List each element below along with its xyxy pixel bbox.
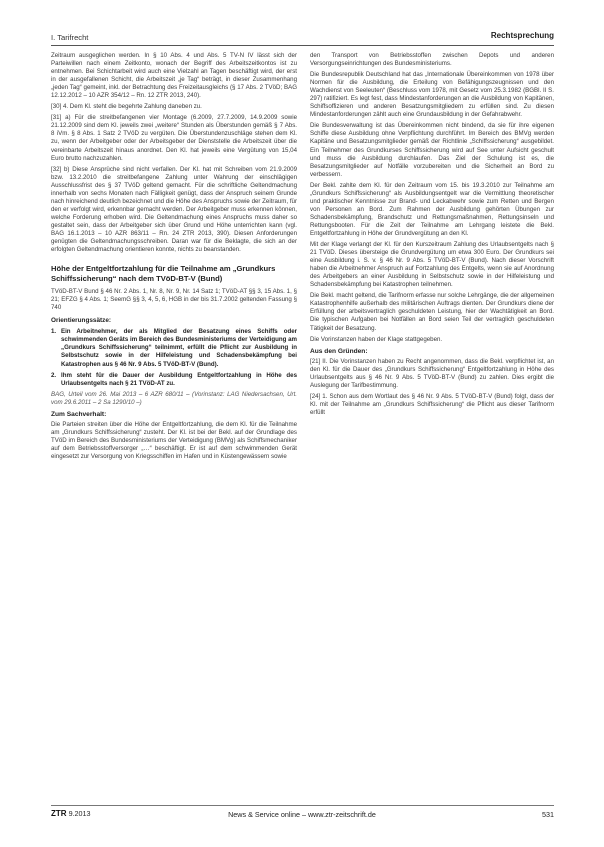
grounds-paragraph: [24] 1. Schon aus dem Wortlaut des § 46 Nr. 9 Abs. 5 TVöD-BT-V (Bund) folgt, dass der Kl. mit der Teilnahme am „Grundkurs Schiffssicherung“ die Pflicht aus dieser Tarifnorm erfüllt xyxy=(310,392,554,416)
paragraph: Zeitraum ausgeglichen werden. In § 10 Abs. 4 und Abs. 5 TV-N IV lässt sich der Parteiwillen nach einem Zeitkonto, wonach der Begriff des Arbeitszeitkontos ist zu entnehmen. Bei Schichtarbeit wird auch eine Vielzahl an Tagen beschäftigt wird, der erst in der ausgefallenen Schicht, die Arbeitszeit „je Tag“ beträgt, in dieser Zusammenhang „jeden Tag“ gemeint, inkl. der Betrachtung des Freizeitausgleichs (§ 17 Abs. 2 TVöD; BAG 12.12.2012 – 10 AZR 354/12 – Rn. 12 ZTR 2013, 240). xyxy=(51,52,297,100)
guideline-item xyxy=(51,328,297,368)
guideline-item xyxy=(51,372,297,388)
court-citation: BAG, Urteil vom 26. Mai 2013 – 6 AZR 680/11 – (Vorinstanz: LAG Niedersachsen, Urt. vom 29.6.2011 – 2 Sa 1290/10 –) xyxy=(51,390,297,406)
guideline-text: Ihm steht für die Dauer der Ausbildung Entgeltfortzahlung in Höhe des Urlaubsentgelts nach § 21 TVöD-AT zu. xyxy=(61,371,297,387)
grounds-title: Aus den Gründen: xyxy=(310,347,368,355)
guideline-text: Ein Arbeitnehmer, der als Mitglied der Besatzung eines Schiffs oder schwimmenden Geräts im Bereich des Bundesministeriums der Verteidigung am „Grundkurs Schiffssicherung“ teilnimmt, erfüllt die Pflicht zur Ausbildung in Selbstschutz sowie in der Hilfeleistung und Schadensbekämpfung bei Katastrophen aus § 46 Nr. 9 Abs. 5 TVöD-BT-V (Bund). xyxy=(61,328,297,368)
issue-number: 9.2013 xyxy=(68,809,91,818)
article-heading: Höhe der Entgeltfortzahlung für die Teilnahme am „Grundkurs Schiffssicherung“ nach dem TVöD-BT-V (Bund) xyxy=(51,264,276,283)
paragraph: [31] a) Für die streitbefangenen vier Montage (6.2009, 27.7.2009, 14.9.2009 sowie 21.12.2009 sind dem Kl. jeweils zwei „weitere“ Stunden als Überstunden gemäß § 7 Abs. 8 iVm. § 8 Abs. 1 Satz 2 TVöD zu vergüten. Die Überstundenzuschläge stehen dem Kl. zu, wenn der Arbeitgeber oder der Arbeitsgeber der Dienststelle die Arbeitszeit über die vereinbarte Arbeitszeit hinaus anordnet. Den Kl. hat jeweils eine Vergütung von 15,04 Euro brutto nachzuzahlen. xyxy=(51,114,297,162)
paragraph: [32] b) Diese Ansprüche sind nicht verfallen. Der Kl. hat mit Schreiben vom 21.9.2009 bzw. 13.2.2010 die streitbefangene Zahlung unter Wahrung der einschlägigen Ausschlussfrist des § 37 TVöD geltend gemacht. Für die schriftliche Geltendmachung innerhalb von sechs Monaten nach Fälligkeit genügt, dass der Anspruch seinem Grunde nach hinreichend deutlich bezeichnet und die Höhe des Anspruchs sowie der Zeitraum, für den er verfolgt wird, erkennbar gemacht werden. Der Arbeitgeber muss erkennen können, welche Forderung erhoben wird. Die Geltendmachung eines Anspruchs muss daher so gestaltet sein, dass der Arbeitgeber sich über Grund und Höhe unterrichten kann (vgl. BAG 16.1.2013 – 10 AZR 863/11 – Rn. 24 ZTR 2013, 390). Diesen Anforderungen genügten die Geltendmachungsschreiben. Daran war für die Beklagte, die sich an der erfolgten Geltendmachung orientieren konnte, nichts zu beanstanden. xyxy=(51,165,297,254)
footer-website: News & Service online – www.ztr-zeitschrift.de xyxy=(228,810,376,819)
journal-logo: ZTR xyxy=(51,809,67,818)
paragraph: [30] 4. Dem Kl. steht die begehrte Zahlung daneben zu. xyxy=(51,103,202,111)
guideline-number: 2. xyxy=(51,371,57,379)
paragraph: Der Bekl. zahlte dem Kl. für den Zeitraum vom 15. bis 19.3.2010 zur Teilnahme am „Grundkurs Schiffssicherung“ als Ausbildungsentgelt war die Vermittlung theoretischer und praktischer Kenntnisse zur Brand- und Leckabwehr sowie zum Retten und Bergen von Personen an Bord. Zum Rahmen der Ausbildung gehörten Übungen zur Schadensbekämpfung, Brandschutz und Rettungsmaßnahmen, Rettungsinseln und Rettungsbooten. Für die Zeit der Teilnahme am Lehrgang leistete die Bekl. Entgeltfortzahlung in Höhe der Grundvergütung an den Kl. xyxy=(310,181,554,237)
header-rule xyxy=(51,45,554,46)
paragraph: Die Bundesrepublik Deutschland hat das „Internationale Übereinkommen von 1978 über Normen für die Ausbildung, die Erteilung von Befähigungszeugnissen und den Wachdienst von Seeleuten“ (Beschluss vom 1978, mit Gesetz vom 25.3.1982 (BGBl. II S. 297) ratifiziert. Es legt fest, dass Mindestanforderungen an die Ausbildung von Kapitänen, Schiffsoffizieren und anderen Besatzungsmitgliedern zu erfüllen sind. Zu diesen Mindestanforderungen zählt auch eine Grundausbildung in der Gefahrabwehr. xyxy=(310,71,554,119)
paragraph: Die Bundesverwaltung ist das Übereinkommen nicht bindend, da sie für ihre eigenen Schiffe diese Ausbildung ohne Verpflichtung durchführt. Im Bereich des BMVg werden Kapitäne und Besatzungsmitglieder gemäß der Richtlinie „Schiffssicherung“ ausgebildet. Ein Teilnehmer des Grundkurses Schiffssicherung wird auf See unter Aufsicht geschult und muss die Ausbildung durchlaufen. Das Ziel der Schulung ist es, die Besatzungsmitglieder auf Notfälle vorzubereiten und die Sicherheit an Bord zu verbessern. xyxy=(310,122,554,178)
category-label: Rechtsprechung xyxy=(490,31,554,40)
paragraph: Die Bekl. macht geltend, die Tarifnorm erfasse nur solche Lehrgänge, die der allgemeinen Katastrophenhilfe außerhalb des militärischen Auftrags dienten. Der Grundkurs diene der Erfüllung der arbeitsvertraglich geschuldeten Leistung, hier der Wachtätigkeit an Bord. Die typischen Aufgaben bei Notfällen an Bord seien Teil der vertraglich geschuldeten Tätigkeit der Besatzung. xyxy=(310,292,554,332)
right-column xyxy=(310,52,554,420)
footer-rule xyxy=(51,805,554,806)
facts-title: Zum Sachverhalt: xyxy=(51,410,107,418)
section-label: I. Tarifrecht xyxy=(51,33,89,42)
paragraph: Mit der Klage verlangt der Kl. für den Kurszeitraum Zahlung des Urlaubsentgelts nach § 21 TVöD. Dieses übersteige die Grundvergütung um etwa 300 Euro. Der Grundkurs sei eine Ausbildung i. S. v. § 46 Nr. 9 Abs. 5 TVöD-BT-V (Bund). Nach dieser Vorschrift haben die Arbeitnehmer Anspruch auf Fortzahlung des Entgelts, wenn sie auf Anordnung des Arbeitgebers an einer Ausbildung in Selbstschutz sowie in der Hilfeleistung und Schadensbekämpfung bei Katastrophen teilnehmen. xyxy=(310,241,554,289)
guideline-number: 1. xyxy=(51,328,57,336)
page-number: 531 xyxy=(542,810,554,819)
guidelines-title: Orientierungssätze: xyxy=(51,317,112,325)
paragraph: Die Vorinstanzen haben der Klage stattgegeben. xyxy=(310,335,443,343)
facts-paragraph: Die Parteien streiten über die Höhe der Entgeltfortzahlung, die dem Kl. für die Teilnahme am „Grundkurs Schiffssicherung“ zusteht. Der Kl. ist bei der Bekl. auf der Grundlage des TVöD im Bereich des Bundesministeriums der Verteidigung (BMVg) als Schiffsmechaniker auf dem Betriebsstoffversorger „…“ beschäftigt. Er ist auf dem schwimmenden Gerät eingesetzt zur Versorgung von Kriegsschiffen im Hafen und in Küstengewässern sowie xyxy=(51,420,297,460)
norms-list: TVöD-BT-V Bund § 46 Nr. 2 Abs. 1, Nr. 8, Nr. 9, Nr. 14 Satz 1; TVöD-AT §§ 3, 15 Abs. 1, § 21; EFZG § 4 Abs. 1; SeemG §§ 3, 4, 5, 6, HGB in der bis 31.7.2002 geltenden Fassung § 740 xyxy=(51,288,297,312)
left-column xyxy=(51,52,297,464)
paragraph: den Transport von Betriebsstoffen zwischen Depots und anderen Versorgungseinrichtungen des Bundesministeriums. xyxy=(310,52,554,68)
grounds-paragraph: [21] II. Die Vorinstanzen haben zu Recht angenommen, dass die Bekl. verpflichtet ist, an den Kl. für die Dauer des „Grundkurs Schiffssicherung“ Entgeltfortzahlung in Höhe des Urlaubsentgelts aus § 46 Nr. 9 Abs. 5 TVöD-BT-V (Bund) zu zahlen. Dies ergibt die Auslegung der Tarifbestimmung. xyxy=(310,357,554,389)
